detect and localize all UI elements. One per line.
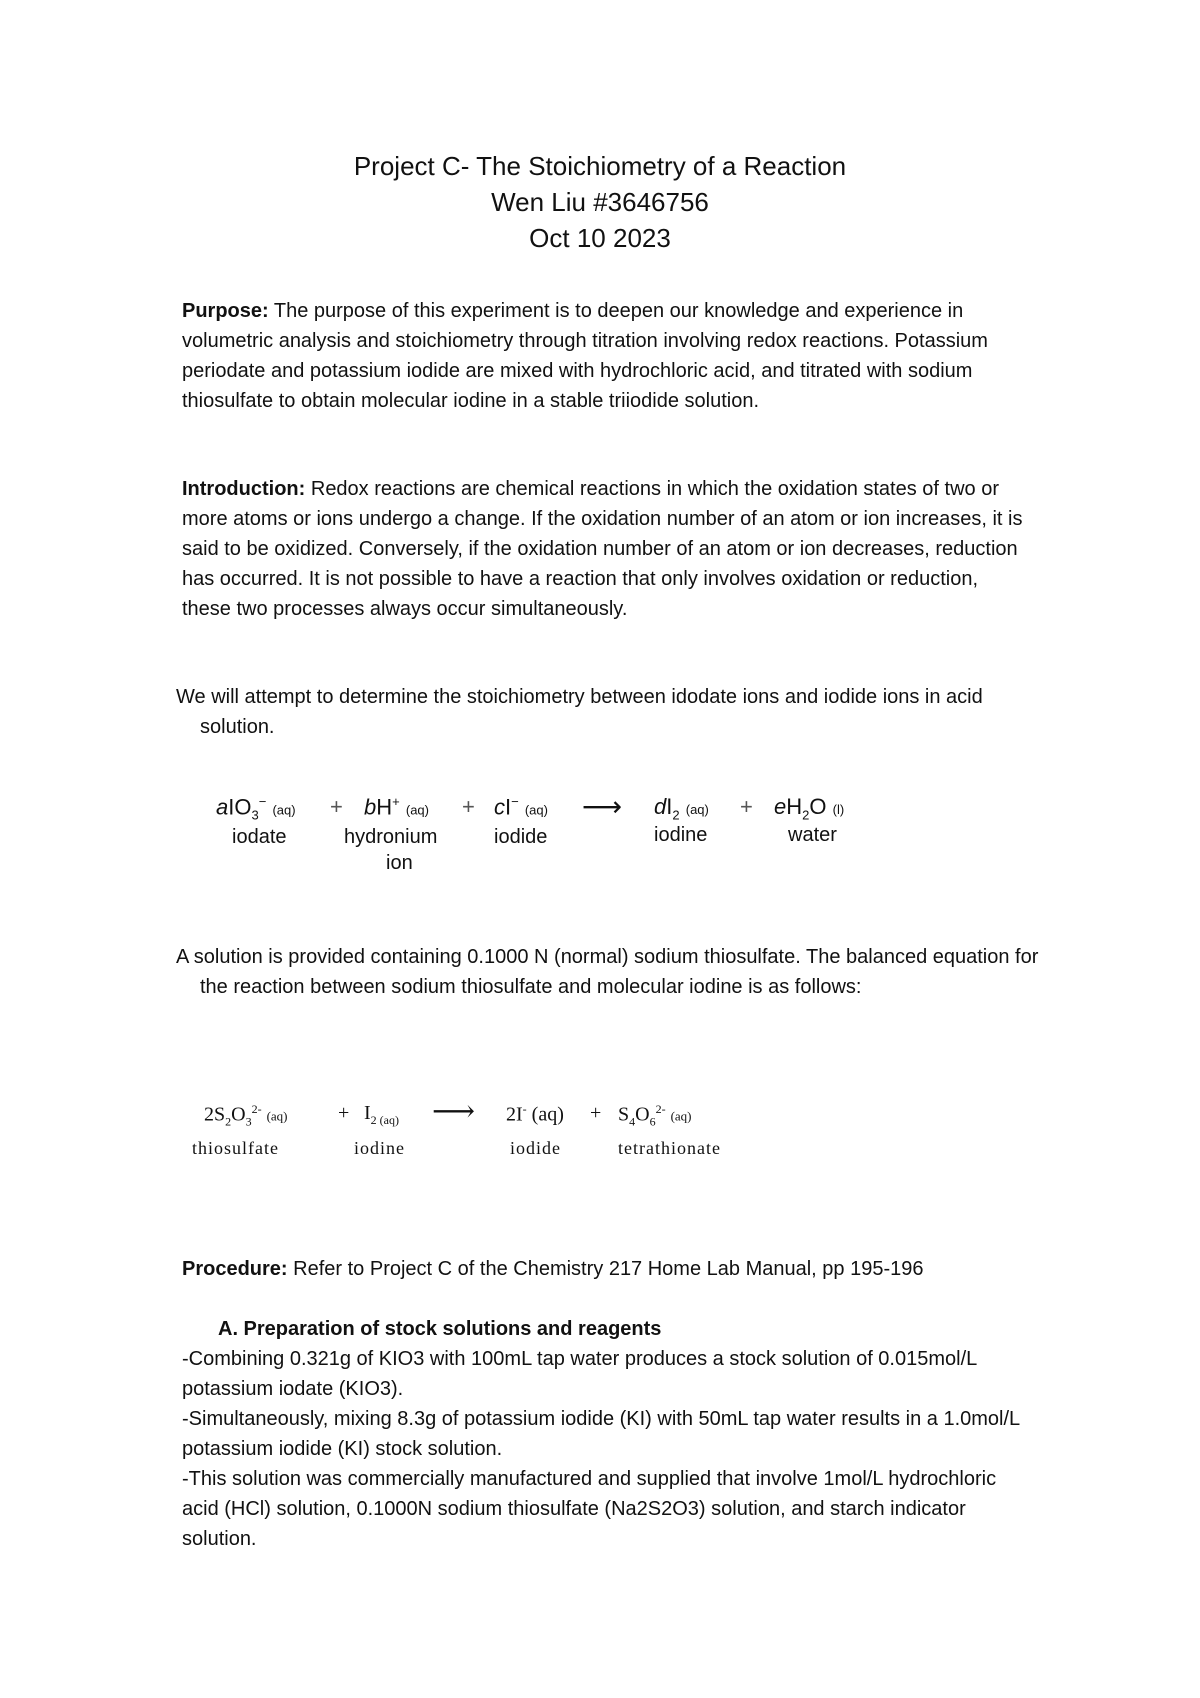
eq1-plus-1: + [330,794,343,819]
purpose-paragraph [182,296,1032,416]
eq2-term-iodine: $I_{2 (aq)}$ [364,1102,399,1127]
eq1-term-iodate: aIO$_3$− (aq) [216,794,296,823]
introduction-paragraph [182,474,1032,624]
eq1-term-hydronium: bH+ (aq) [364,794,429,820]
reaction-equation-thiosulfate [192,1095,764,1158]
section-a-line-1: -Combining 0.321g of KIO3 with 100mL tap water produces a stock solution of 0.015mol/L potassium iodate (KIO3). [182,1348,977,1400]
eq1-label-hydronium: hydronium [344,826,438,848]
title-block [0,148,1200,256]
section-a-heading: A. Preparation of stock solutions and reagents [218,1318,662,1340]
purpose-label: Purpose: [182,300,269,322]
section-a-line-2: -Simultaneously, mixing 8.3g of potassium iodide (KI) with 50mL tap water results in a 1.0mol/L potassium iodide (KI) stock solution. [182,1408,1020,1460]
eq1-term-iodide: cI− (aq) [494,794,548,820]
solution-paragraph: A solution is provided containing 0.1000 N (normal) sodium thiosulfate. The balanced equation for the reaction between sodium thiosulfate and molecular iodine is as follows: [176,946,1039,998]
document-title: Project C- The Stoichiometry of a Reaction [353,151,847,181]
eq2-plus-2: + [590,1102,602,1124]
eq1-label-ion: ion [386,852,413,874]
procedure-paragraph [182,1254,1032,1284]
eq1-label-iodine: iodine [654,824,708,846]
reaction-equation-iodate [212,788,912,878]
eq1-plus-3: + [740,794,753,819]
section-a-line-3: -This solution was commercially manufactured and supplied that involve 1mol/L hydrochloric acid (HCl) solution, 0.1000N sodium thiosulfate (Na2S2O3) solution, and starch indicator solution. [182,1468,997,1550]
eq2-term-iodide: 2I- (aq) [506,1102,564,1126]
eq1-arrow-icon: ⟶ [582,791,623,822]
eq2-label-iodide: iodide [510,1138,561,1158]
eq2-label-iodine: iodine [354,1138,405,1158]
eq2-label-thiosulfate: thiosulfate [192,1138,279,1158]
introduction-label: Introduction: [182,478,306,500]
purpose-text: The purpose of this experiment is to deepen our knowledge and experience in volumetric analysis and stoichiometry through titration involving redox reactions. Potassium periodate and potassium iodide are mixed with hydrochloric acid, and titrated with sodium thiosulfate to obtain molecular iodine in a stable triiodide solution. [182,300,988,412]
eq2-term-thiosulfate: $2S_2O_3^{2-}$ (aq) [204,1102,288,1129]
eq1-term-water: $eH_2O$ (l) [774,794,845,823]
eq2-arrow-icon: ⟶ [432,1095,476,1128]
eq1-term-iodine: $dI_2$ (aq) [654,794,709,823]
attempt-paragraph: We will attempt to determine the stoichiometry between idodate ions and iodide ions in acid solution. [176,686,983,738]
introduction-text: Redox reactions are chemical reactions in which the oxidation states of two or more atoms or ions undergo a change. If the oxidation number of an atom or ion increases, it is said to be oxidized. Conversely, if the oxidation number of an atom or ion decreases, reduction has occurred. It is not possible to have a reaction that only involves oxidation or reduction, these two processes always occur simultaneously. [182,478,1023,620]
eq1-label-iodate: iodate [232,826,287,848]
eq2-plus-1: + [338,1102,350,1124]
eq2-term-tetrathionate: $S_4O_6^{2-}$ (aq) [618,1102,692,1129]
date-line: Oct 10 2023 [529,223,671,253]
eq1-label-water: water [788,824,837,846]
eq1-plus-2: + [462,794,475,819]
author-line: Wen Liu #3646756 [491,187,709,217]
eq1-label-iodide: iodide [494,826,548,848]
procedure-label: Procedure: [182,1258,288,1280]
eq2-label-tetrathionate: tetrathionate [618,1138,721,1158]
procedure-text: Refer to Project C of the Chemistry 217 Home Lab Manual, pp 195-196 [287,1258,924,1280]
